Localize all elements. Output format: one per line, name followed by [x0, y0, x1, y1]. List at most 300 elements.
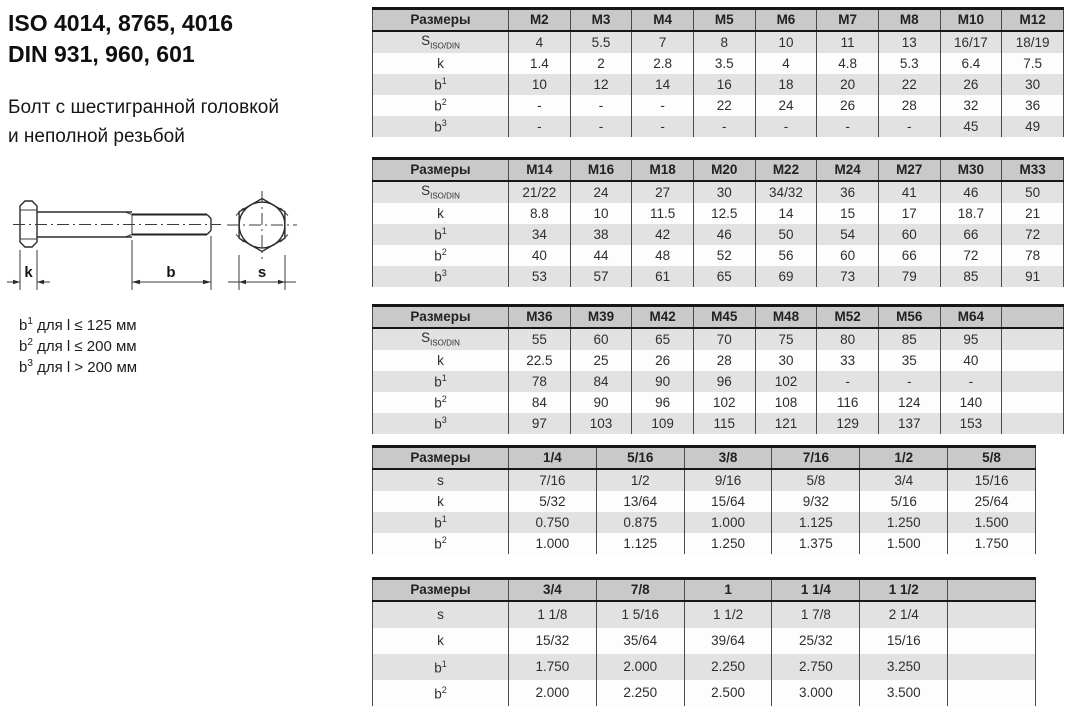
table-row — [373, 628, 1036, 654]
value-cell: 1.125 — [772, 512, 860, 533]
value-cell: 45 — [940, 116, 1002, 137]
value-cell: 50 — [1002, 181, 1064, 203]
iso-standards-line: ISO 4014, 8765, 4016 — [8, 10, 234, 36]
table-row — [373, 512, 1036, 533]
value-cell: 44 — [570, 245, 632, 266]
value-cell: 1.250 — [684, 533, 772, 554]
table-row — [373, 53, 1064, 74]
value-cell: 1.375 — [772, 533, 860, 554]
value-cell: 14 — [755, 203, 817, 224]
header-row — [373, 447, 1036, 470]
table-row — [373, 181, 1064, 203]
bolt-technical-drawing — [0, 180, 360, 315]
bolt-head-end-view — [227, 191, 297, 290]
value-cell: 7/16 — [509, 469, 597, 491]
table-row — [373, 680, 1036, 706]
value-cell: 32 — [940, 95, 1002, 116]
value-cell: 12.5 — [693, 203, 755, 224]
row-label: $b^2$ — [373, 245, 509, 266]
column-header: M20 — [693, 159, 755, 182]
value-cell: 95 — [940, 328, 1002, 350]
value-cell: - — [632, 116, 694, 137]
value-cell: 35/64 — [596, 628, 684, 654]
value-cell: 10 — [509, 74, 571, 95]
table-row — [373, 203, 1064, 224]
table-row — [373, 116, 1064, 137]
column-header: M16 — [570, 159, 632, 182]
value-cell — [1002, 392, 1064, 413]
value-cell: 137 — [878, 413, 940, 434]
value-cell: 1.000 — [684, 512, 772, 533]
value-cell: 61 — [632, 266, 694, 287]
dim-label-b: b — [166, 264, 176, 281]
column-header: M36 — [509, 306, 571, 329]
value-cell: 11.5 — [632, 203, 694, 224]
value-cell: 1.750 — [948, 533, 1036, 554]
row-label: k — [373, 350, 509, 371]
column-header: 3/4 — [509, 579, 597, 602]
value-cell: 0.875 — [596, 512, 684, 533]
column-header: M24 — [817, 159, 879, 182]
table-inch-1-4-to-5-8 — [372, 445, 1036, 554]
value-cell: 15/16 — [948, 469, 1036, 491]
description-line-2: и неполной резьбой — [8, 126, 185, 147]
value-cell: 96 — [632, 392, 694, 413]
value-cell: 3.000 — [772, 680, 860, 706]
value-cell: 38 — [570, 224, 632, 245]
value-cell: 16 — [693, 74, 755, 95]
value-cell: 1.125 — [596, 533, 684, 554]
value-cell — [948, 601, 1036, 628]
value-cell: 28 — [693, 350, 755, 371]
column-header: 3/8 — [684, 447, 772, 470]
table-row — [373, 224, 1064, 245]
table-metric-m14-m33 — [372, 157, 1064, 287]
value-cell: 1.4 — [509, 53, 571, 74]
table-row — [373, 328, 1064, 350]
value-cell: 121 — [755, 413, 817, 434]
table-metric-m36-m64 — [372, 304, 1064, 434]
table-row — [373, 31, 1064, 53]
row-label: $b^2$ — [373, 533, 509, 554]
column-header: M33 — [1002, 159, 1064, 182]
value-cell: 40 — [509, 245, 571, 266]
value-cell: 54 — [817, 224, 879, 245]
value-cell: 108 — [755, 392, 817, 413]
column-header: Размеры — [373, 447, 509, 470]
value-cell: 103 — [570, 413, 632, 434]
value-cell: 8 — [693, 31, 755, 53]
header-row — [373, 9, 1064, 32]
value-cell: 15/16 — [860, 628, 948, 654]
column-header: M18 — [632, 159, 694, 182]
value-cell: 52 — [693, 245, 755, 266]
row-label: k — [373, 628, 509, 654]
table-row — [373, 491, 1036, 512]
value-cell: 26 — [817, 95, 879, 116]
value-cell: 13 — [878, 31, 940, 53]
note-line: $b^3$ для l > 200 мм — [19, 358, 138, 376]
value-cell: 40 — [940, 350, 1002, 371]
value-cell: 48 — [632, 245, 694, 266]
value-cell: 85 — [940, 266, 1002, 287]
value-cell: 33 — [817, 350, 879, 371]
value-cell: - — [878, 116, 940, 137]
value-cell: 24 — [570, 181, 632, 203]
value-cell: - — [509, 116, 571, 137]
value-cell: - — [693, 116, 755, 137]
column-header: M27 — [878, 159, 940, 182]
column-header: 5/16 — [596, 447, 684, 470]
standards-title — [8, 8, 233, 70]
column-header: M2 — [509, 9, 571, 32]
value-cell: 129 — [817, 413, 879, 434]
value-cell: 97 — [509, 413, 571, 434]
value-cell: 12 — [570, 74, 632, 95]
table-row — [373, 350, 1064, 371]
value-cell: 65 — [632, 328, 694, 350]
value-cell — [948, 680, 1036, 706]
value-cell: 30 — [693, 181, 755, 203]
row-label: $b^2$ — [373, 95, 509, 116]
value-cell: 116 — [817, 392, 879, 413]
value-cell: 5.5 — [570, 31, 632, 53]
row-label: $b^1$ — [373, 371, 509, 392]
value-cell: 13/64 — [596, 491, 684, 512]
value-cell: 153 — [940, 413, 1002, 434]
value-cell: 49 — [1002, 116, 1064, 137]
value-cell: 65 — [693, 266, 755, 287]
value-cell: 5/16 — [860, 491, 948, 512]
value-cell — [1002, 328, 1064, 350]
value-cell: 73 — [817, 266, 879, 287]
column-header — [1002, 306, 1064, 329]
value-cell: 5/8 — [772, 469, 860, 491]
value-cell: - — [817, 116, 879, 137]
table-inch-3-4-to-1-1-2 — [372, 577, 1036, 706]
value-cell: 27 — [632, 181, 694, 203]
column-header: M48 — [755, 306, 817, 329]
value-cell: - — [509, 95, 571, 116]
column-header: 1 1/2 — [860, 579, 948, 602]
value-cell: - — [632, 95, 694, 116]
value-cell: 1.500 — [948, 512, 1036, 533]
value-cell: 18.7 — [940, 203, 1002, 224]
value-cell: 7.5 — [1002, 53, 1064, 74]
row-label: $b^2$ — [373, 680, 509, 706]
value-cell: 80 — [817, 328, 879, 350]
value-cell: 2.250 — [596, 680, 684, 706]
value-cell: 1 5/16 — [596, 601, 684, 628]
value-cell: 4 — [509, 31, 571, 53]
spec-table — [372, 157, 1064, 287]
value-cell: 28 — [878, 95, 940, 116]
value-cell: 2.000 — [509, 680, 597, 706]
value-cell: 60 — [878, 224, 940, 245]
value-cell: - — [570, 95, 632, 116]
value-cell: 2.8 — [632, 53, 694, 74]
row-label: $b^3$ — [373, 413, 509, 434]
value-cell: 22 — [693, 95, 755, 116]
value-cell: 53 — [509, 266, 571, 287]
value-cell: 10 — [755, 31, 817, 53]
row-label: k — [373, 53, 509, 74]
value-cell: 90 — [570, 392, 632, 413]
value-cell: 17 — [878, 203, 940, 224]
value-cell: 7 — [632, 31, 694, 53]
value-cell: 30 — [755, 350, 817, 371]
value-cell: 60 — [570, 328, 632, 350]
table-row — [373, 245, 1064, 266]
value-cell: 1.250 — [860, 512, 948, 533]
value-cell: 21 — [1002, 203, 1064, 224]
row-label: $b^2$ — [373, 392, 509, 413]
value-cell: 15 — [817, 203, 879, 224]
value-cell: 102 — [693, 392, 755, 413]
column-header: M45 — [693, 306, 755, 329]
value-cell: 90 — [632, 371, 694, 392]
value-cell: 55 — [509, 328, 571, 350]
value-cell: 1.750 — [509, 654, 597, 680]
value-cell: 72 — [940, 245, 1002, 266]
value-cell: 1/2 — [596, 469, 684, 491]
table-row — [373, 413, 1064, 434]
value-cell: 75 — [755, 328, 817, 350]
column-header: M64 — [940, 306, 1002, 329]
value-cell: 41 — [878, 181, 940, 203]
value-cell: 57 — [570, 266, 632, 287]
value-cell: 9/32 — [772, 491, 860, 512]
row-label: $b^1$ — [373, 654, 509, 680]
value-cell: 2 1/4 — [860, 601, 948, 628]
spec-table — [372, 577, 1036, 706]
spec-table — [372, 445, 1036, 554]
row-label: s — [373, 601, 509, 628]
value-cell: 22 — [878, 74, 940, 95]
value-cell: 36 — [1002, 95, 1064, 116]
header-row — [373, 579, 1036, 602]
column-header: 7/8 — [596, 579, 684, 602]
value-cell: 18/19 — [1002, 31, 1064, 53]
column-header: 1 — [684, 579, 772, 602]
value-cell: 14 — [632, 74, 694, 95]
value-cell: 15/32 — [509, 628, 597, 654]
table-row — [373, 371, 1064, 392]
value-cell: 26 — [940, 74, 1002, 95]
value-cell: 2.250 — [684, 654, 772, 680]
value-cell: 4.8 — [817, 53, 879, 74]
column-header: M10 — [940, 9, 1002, 32]
table-row — [373, 74, 1064, 95]
value-cell: 1 7/8 — [772, 601, 860, 628]
table-row — [373, 533, 1036, 554]
value-cell: 25/64 — [948, 491, 1036, 512]
value-cell: 2.000 — [596, 654, 684, 680]
table-row — [373, 95, 1064, 116]
column-header: M3 — [570, 9, 632, 32]
value-cell: 9/16 — [684, 469, 772, 491]
spec-table — [372, 7, 1064, 137]
table-row — [373, 654, 1036, 680]
value-cell: 2 — [570, 53, 632, 74]
value-cell: 36 — [817, 181, 879, 203]
column-header: 1/2 — [860, 447, 948, 470]
value-cell: - — [940, 371, 1002, 392]
row-label: $b^3$ — [373, 116, 509, 137]
dim-label-k: k — [24, 264, 33, 281]
table-row — [373, 469, 1036, 491]
value-cell: 66 — [878, 245, 940, 266]
value-cell — [1002, 413, 1064, 434]
column-header: 5/8 — [948, 447, 1036, 470]
value-cell — [948, 628, 1036, 654]
value-cell: 15/64 — [684, 491, 772, 512]
value-cell: - — [817, 371, 879, 392]
value-cell: 109 — [632, 413, 694, 434]
value-cell: 85 — [878, 328, 940, 350]
value-cell: - — [878, 371, 940, 392]
row-label: $b^1$ — [373, 512, 509, 533]
value-cell: 34 — [509, 224, 571, 245]
column-header — [948, 579, 1036, 602]
value-cell: 3.5 — [693, 53, 755, 74]
column-header: M56 — [878, 306, 940, 329]
row-label: $S_{ISO/DIN}$ — [373, 181, 509, 203]
value-cell — [948, 654, 1036, 680]
value-cell: 96 — [693, 371, 755, 392]
value-cell: 39/64 — [684, 628, 772, 654]
row-label: $S_{ISO/DIN}$ — [373, 31, 509, 53]
value-cell — [1002, 350, 1064, 371]
value-cell: 140 — [940, 392, 1002, 413]
value-cell: 20 — [817, 74, 879, 95]
column-header: Размеры — [373, 579, 509, 602]
table-row — [373, 601, 1036, 628]
value-cell: 22.5 — [509, 350, 571, 371]
column-header: Размеры — [373, 9, 509, 32]
value-cell: 18 — [755, 74, 817, 95]
value-cell: 3/4 — [860, 469, 948, 491]
value-cell: 1 1/8 — [509, 601, 597, 628]
value-cell: 25/32 — [772, 628, 860, 654]
value-cell: 78 — [509, 371, 571, 392]
description-line-1: Болт с шестигранной головкой — [8, 97, 279, 118]
din-standards-line: DIN 931, 960, 601 — [8, 41, 195, 67]
value-cell: 56 — [755, 245, 817, 266]
value-cell: 16/17 — [940, 31, 1002, 53]
column-header: M12 — [1002, 9, 1064, 32]
value-cell — [1002, 371, 1064, 392]
row-label: k — [373, 491, 509, 512]
table-row — [373, 392, 1064, 413]
value-cell: 4 — [755, 53, 817, 74]
value-cell: 5.3 — [878, 53, 940, 74]
column-header: M6 — [755, 9, 817, 32]
row-label: $b^1$ — [373, 74, 509, 95]
value-cell: 34/32 — [755, 181, 817, 203]
product-description — [8, 93, 279, 151]
value-cell: 66 — [940, 224, 1002, 245]
value-cell: 42 — [632, 224, 694, 245]
value-cell: 102 — [755, 371, 817, 392]
row-label: k — [373, 203, 509, 224]
value-cell: 46 — [693, 224, 755, 245]
column-header: M5 — [693, 9, 755, 32]
value-cell: 3.250 — [860, 654, 948, 680]
value-cell: 1 1/2 — [684, 601, 772, 628]
value-cell: 46 — [940, 181, 1002, 203]
value-cell: 1.000 — [509, 533, 597, 554]
value-cell: 2.500 — [684, 680, 772, 706]
value-cell: 78 — [1002, 245, 1064, 266]
table-row — [373, 266, 1064, 287]
column-header: Размеры — [373, 159, 509, 182]
value-cell: 72 — [1002, 224, 1064, 245]
value-cell: 115 — [693, 413, 755, 434]
value-cell: 70 — [693, 328, 755, 350]
value-cell: 0.750 — [509, 512, 597, 533]
header-row — [373, 306, 1064, 329]
column-header: M8 — [878, 9, 940, 32]
column-header: M52 — [817, 306, 879, 329]
value-cell: 69 — [755, 266, 817, 287]
column-header: M4 — [632, 9, 694, 32]
value-cell: 10 — [570, 203, 632, 224]
value-cell: 5/32 — [509, 491, 597, 512]
row-label: $b^1$ — [373, 224, 509, 245]
thread-length-notes — [19, 315, 137, 378]
column-header: M30 — [940, 159, 1002, 182]
value-cell: 24 — [755, 95, 817, 116]
value-cell: 3.500 — [860, 680, 948, 706]
column-header: 1/4 — [509, 447, 597, 470]
value-cell: 30 — [1002, 74, 1064, 95]
dim-label-s: s — [257, 264, 267, 281]
row-label: s — [373, 469, 509, 491]
column-header: M39 — [570, 306, 632, 329]
note-line: $b^1$ для l ≤ 125 мм — [19, 316, 137, 334]
value-cell: 25 — [570, 350, 632, 371]
value-cell: 6.4 — [940, 53, 1002, 74]
row-label: $b^3$ — [373, 266, 509, 287]
value-cell: 124 — [878, 392, 940, 413]
value-cell: 50 — [755, 224, 817, 245]
note-line: $b^2$ для l ≤ 200 мм — [19, 337, 137, 355]
value-cell: 8.8 — [509, 203, 571, 224]
column-header: M7 — [817, 9, 879, 32]
value-cell: 21/22 — [509, 181, 571, 203]
value-cell: 91 — [1002, 266, 1064, 287]
value-cell: 26 — [632, 350, 694, 371]
row-label: $S_{ISO/DIN}$ — [373, 328, 509, 350]
bolt-side-view — [7, 201, 221, 290]
spec-table — [372, 304, 1064, 434]
value-cell: 60 — [817, 245, 879, 266]
column-header: 7/16 — [772, 447, 860, 470]
header-row — [373, 159, 1064, 182]
value-cell: - — [755, 116, 817, 137]
value-cell: 1.500 — [860, 533, 948, 554]
column-header: 1 1/4 — [772, 579, 860, 602]
value-cell: 84 — [509, 392, 571, 413]
value-cell: 84 — [570, 371, 632, 392]
column-header: M42 — [632, 306, 694, 329]
value-cell: 79 — [878, 266, 940, 287]
value-cell: 35 — [878, 350, 940, 371]
column-header: Размеры — [373, 306, 509, 329]
value-cell: 11 — [817, 31, 879, 53]
column-header: M22 — [755, 159, 817, 182]
